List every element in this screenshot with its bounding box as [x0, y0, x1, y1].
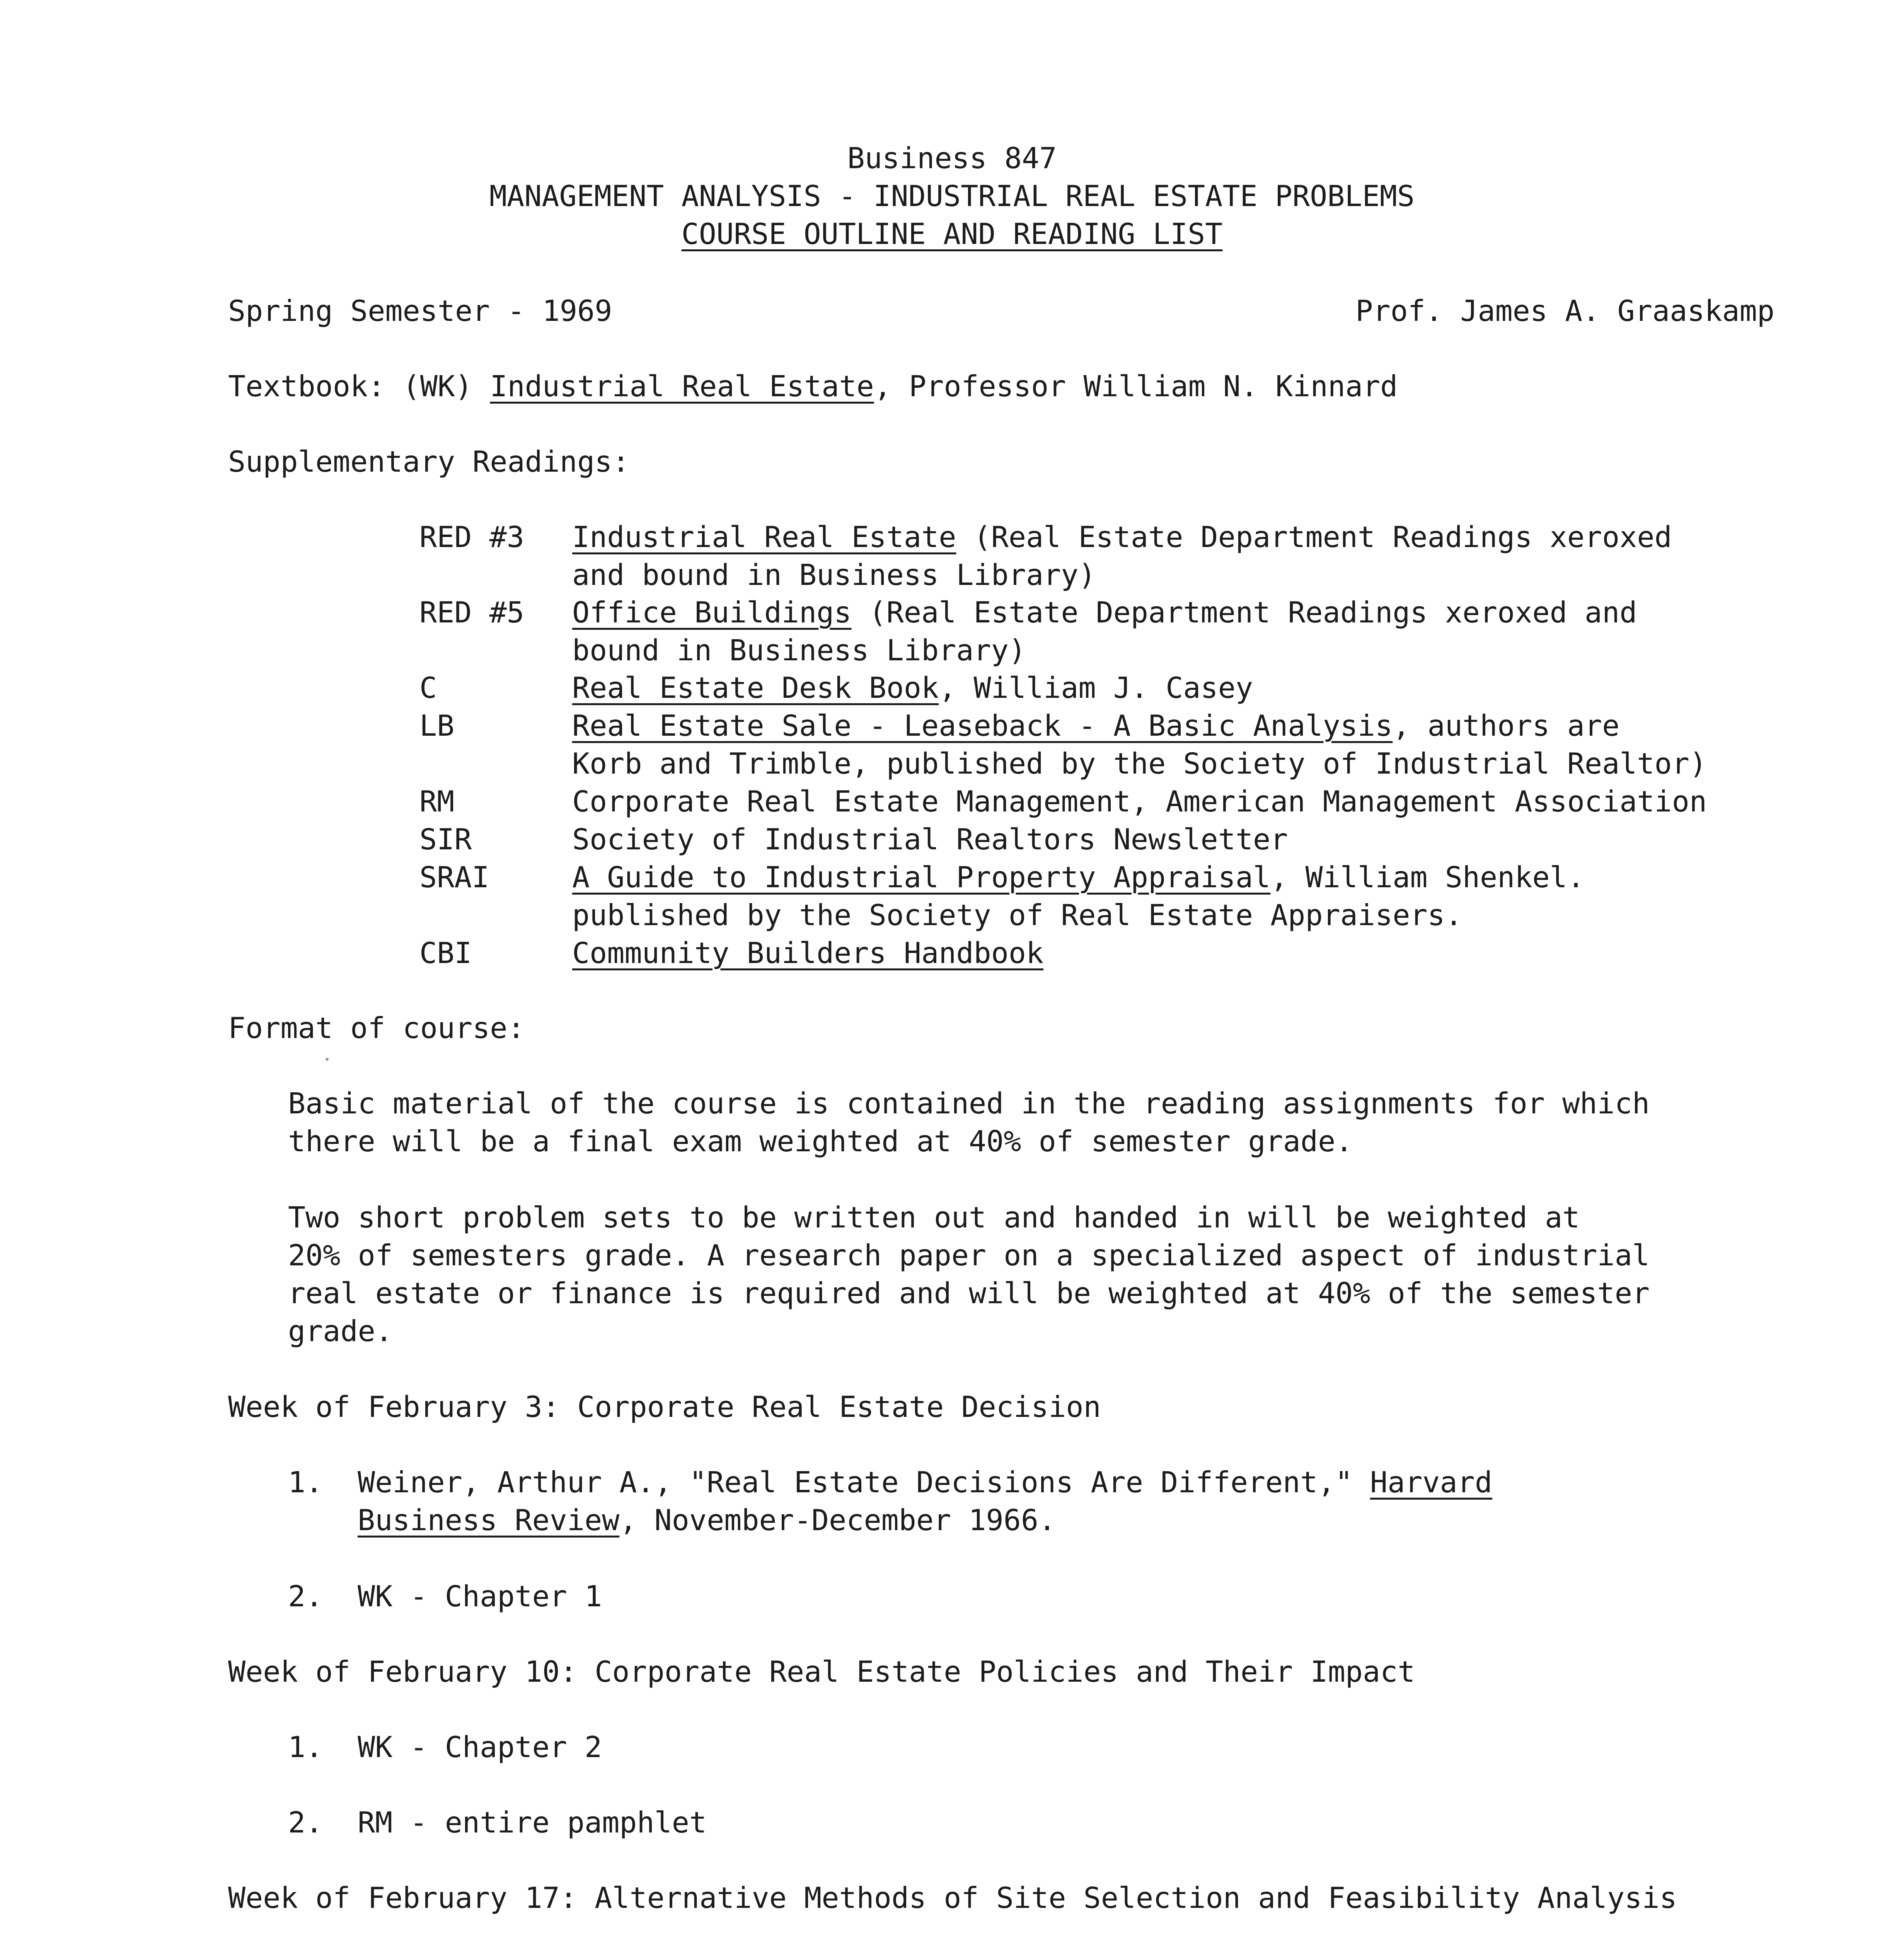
- course-title: MANAGEMENT ANALYSIS - INDUSTRIAL REAL ESTATE PROBLEMS: [489, 179, 1415, 213]
- format-paragraph-1: Basic material of the course is contained in the reading assignments for which there will be a final exam weighted at 40% of semester grade.: [288, 1086, 1650, 1158]
- reading-code: RM: [419, 784, 455, 818]
- week-heading: Week of February 3: Corporate Real Estate Decision: [228, 1390, 1101, 1424]
- week-heading: Week of February 10: Corporate Real Estate Policies and Their Impact: [228, 1655, 1415, 1689]
- supplementary-heading: Supplementary Readings:: [228, 445, 630, 479]
- reading-code: RED #3: [419, 520, 524, 554]
- document-subtitle: COURSE OUTLINE AND READING LIST: [681, 217, 1223, 251]
- reading-title: A Guide to Industrial Property Appraisal: [572, 860, 1271, 894]
- reading-code: RED #5: [419, 595, 524, 629]
- reading-code: C: [419, 671, 437, 705]
- document-page: Business 847 MANAGEMENT ANALYSIS - INDUSTRIAL REAL ESTATE PROBLEMS COURSE OUTLINE AND READING LIST Spring Semester - 1969 Prof. James A. Graaskamp Textbook: (WK) Industrial Real Estate, Professor William N. Kinnard Supplementary Readings: RED #3 Industrial Real Estate (Real Estate Department Readings xeroxed and bound in Business Library) RED #5 Office Buildings (Real Estate Department Readings xeroxed and bound in Business Library) C Real Estate Desk Book, William J. Casey LB Real Estate Sale - Leaseback - A Basic Analysis, authors are Korb and Trimble, published by the Society of Industrial Realtor) RM Corporate Real Estate Management, American Management Association SIR Society of Industrial Realtors Newsletter SRAI A Guide to Industrial Property Appraisal, William Shenkel. published by the Society of Real Estate Appraisers. CBI Community Builders Handbook Format of course: Basic material of the course is contained in the reading assignments for which there will be a final exam weighted at 40% of semester grade. Two short problem sets to be written out and handed in will be weighted at 20% of semesters grade. A research paper on a specialized aspect of industrial real estate or finance is required and will be weighted at 40% of the semester grade. Week of February 3: Corporate Real Estate Decision 1. Weiner, Arthur A., "Real Estate Decisions Are Different," Harvard Business Review, November-December 1966. 2. WK - Chapter 1 Week of February 10: Corporate Real Estate Policies and Their Impact 1. WK - Chapter 2 2. RM - entire pamphlet Week of February 17: Alternative Methods of Site Selection and Feasibility Analysis: [0, 0, 1904, 1933]
- format-heading: Format of course:: [228, 1011, 525, 1045]
- textbook-label: Textbook:: [228, 369, 385, 403]
- document-header: [0, 139, 1904, 253]
- textbook-title: Industrial Real Estate: [490, 369, 874, 403]
- reading-title: Real Estate Sale - Leaseback - A Basic Analysis: [572, 709, 1393, 743]
- textbook-author: , Professor William N. Kinnard: [874, 369, 1398, 403]
- course-number: Business 847: [847, 141, 1057, 175]
- week-heading: Week of February 17: Alternative Methods of Site Selection and Feasibility Analysis: [228, 1881, 1677, 1915]
- format-paragraph-2: Two short problem sets to be written out and handed in will be weighted at 20% of semesters grade. A research paper on a specialized aspect of industrial real estate or finance is required and will be weighted at 40% of the semester grade.: [288, 1200, 1650, 1348]
- reading-title: Office Buildings: [572, 595, 852, 629]
- reading-title: Community Builders Handbook: [572, 936, 1044, 970]
- reading-title: Industrial Real Estate: [572, 520, 956, 554]
- stray-mark: [326, 1058, 329, 1061]
- semester-label: Spring Semester - 1969: [228, 294, 612, 328]
- textbook-code: (WK): [402, 369, 473, 403]
- reading-code: SRAI: [419, 860, 489, 894]
- semester-row: [228, 292, 1774, 330]
- textbook-row: [228, 367, 1774, 405]
- professor-name: Prof. James A. Graaskamp: [1355, 294, 1774, 328]
- reading-code: CBI: [419, 936, 472, 970]
- reading-title: Real Estate Desk Book: [572, 671, 939, 705]
- reading-code: LB: [419, 709, 455, 743]
- reading-code: SIR: [419, 822, 472, 856]
